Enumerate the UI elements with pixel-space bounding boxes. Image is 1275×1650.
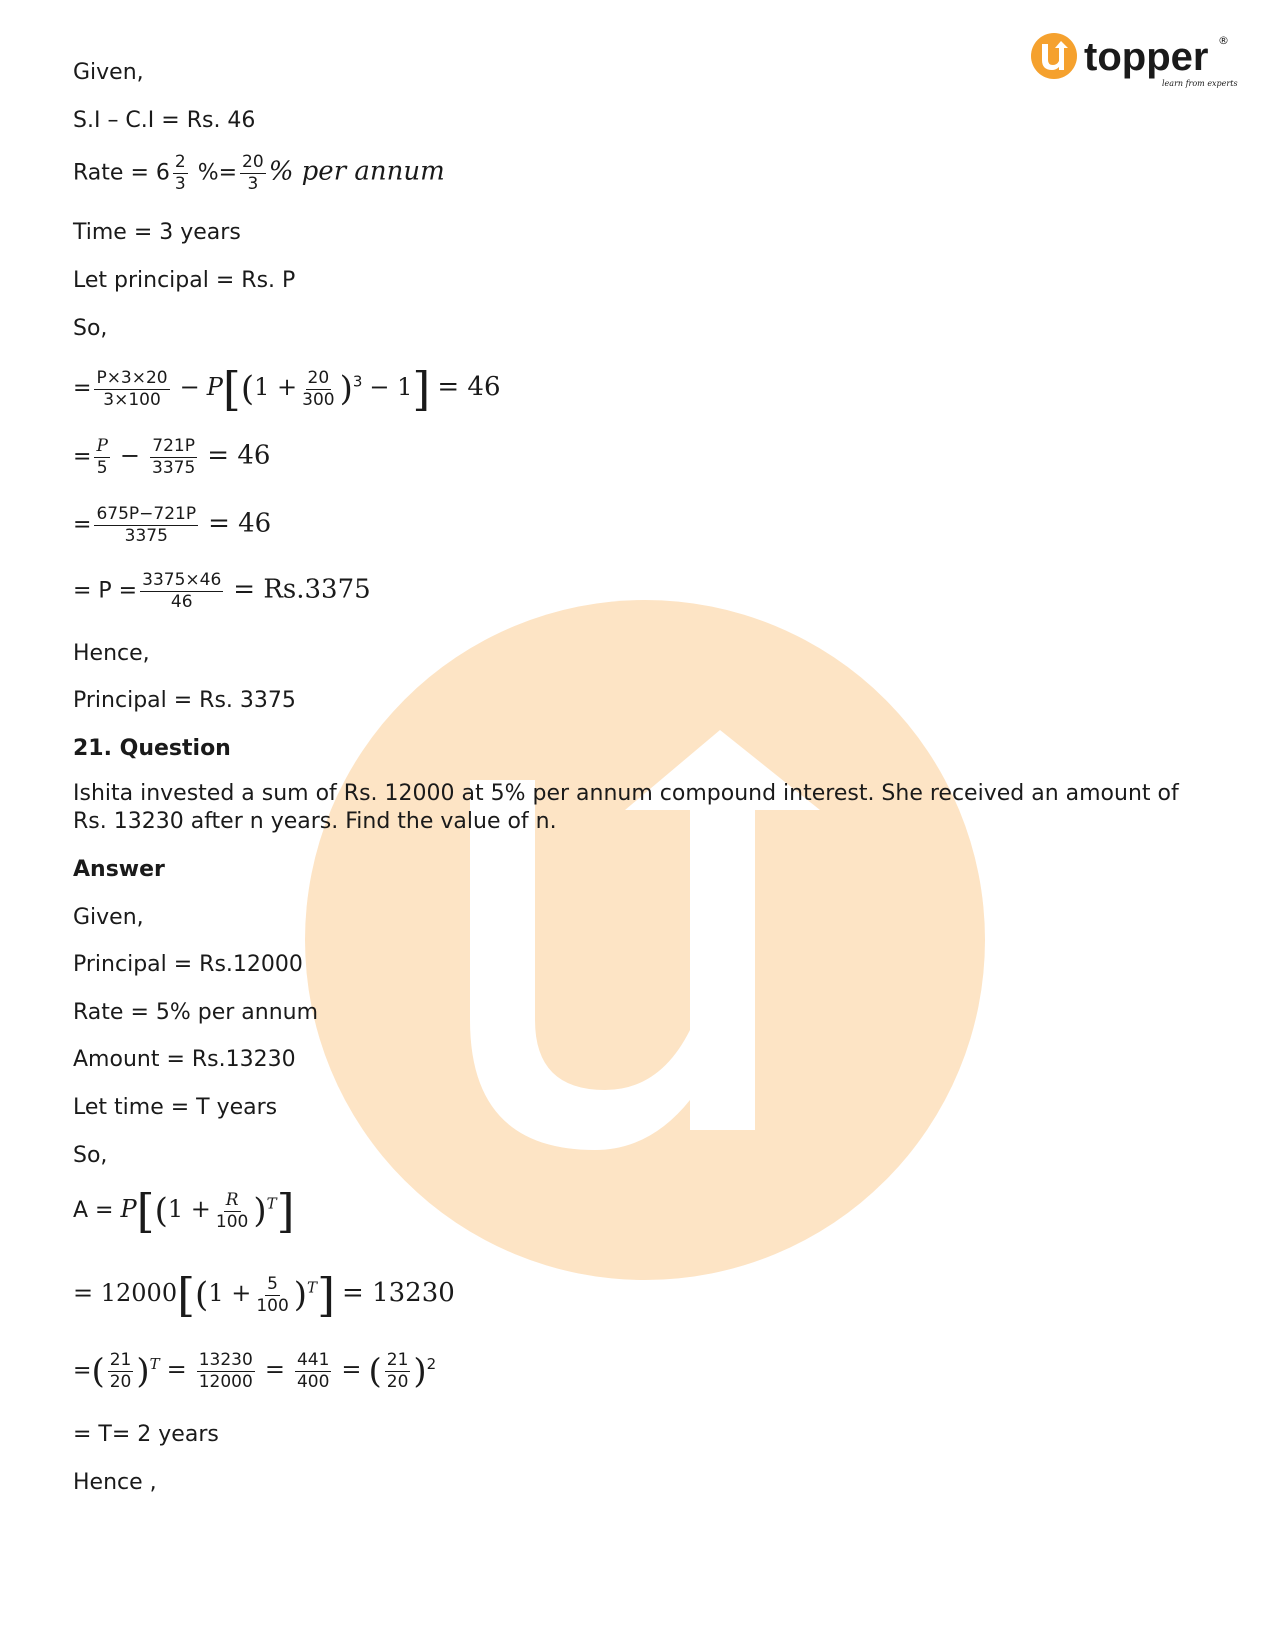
topper-tagline: learn from experts [1162, 79, 1238, 88]
formula-1: A = P[(1 + $\frac{R}{100}$ )$^T$] [73, 1184, 295, 1238]
equation-2: = $\frac{P}{5}$ − $\frac{721P}{3375}$ = 46 [73, 436, 271, 478]
so-label-2: So, [73, 1143, 108, 1168]
f2-fraction: $\frac{5}{100}$ [256, 1273, 289, 1316]
topper-wordmark: topper [1084, 35, 1209, 79]
formula-2: = 12000[(1 + $\frac{5}{100}$ )$^T$] = 13230 [73, 1268, 455, 1322]
si-ci-difference: S.I – C.I = Rs. 46 [73, 108, 256, 133]
eq2-fraction-1: $\frac{P}{5}$ [96, 436, 108, 478]
eq3-fraction: $\frac{675P-721P}{3375}$ [96, 504, 197, 546]
principal-result: Principal = Rs. 3375 [73, 688, 296, 713]
time-let-line: Let time = T years [73, 1095, 278, 1120]
registered-mark: ® [1218, 34, 1229, 47]
eq4-fraction: $\frac{3375\times 46}{46}$ [142, 570, 222, 612]
formula-3: =( $\frac{21}{20}$ )$^T$ = $\frac{13230}{12000}$ = $\frac{441}{400}$ = ( $\frac{21}{20}$ )$^2$ [73, 1350, 437, 1392]
hence-label-1: Hence, [73, 641, 150, 666]
f3-fraction-4: $\frac{21}{20}$ [386, 1350, 409, 1392]
answer-heading: Answer [73, 857, 165, 882]
amount-given: Amount = Rs.13230 [73, 1047, 296, 1072]
rate-line: Rate = 6 $\frac{2}{3}$ %= $\frac{20}{3}$ % per annum [73, 152, 445, 194]
time-line: Time = 3 years [73, 220, 241, 245]
equation-1: = $\frac{P\times 3\times 20}{3\times 100}$ − P[(1 + $\frac{20}{300}$ )$^3$ − 1] = 46 [73, 362, 501, 416]
eq1-inner-fraction: $\frac{20}{300}$ [302, 367, 335, 410]
rate-mixed-fraction: $\frac{2}{3}$ [174, 152, 186, 194]
rate-improper-fraction: $\frac{20}{3}$ [242, 152, 264, 194]
principal-let-line: Let principal = Rs. P [73, 268, 296, 293]
equation-3: = $\frac{675P-721P}{3375}$ = 46 [73, 504, 272, 546]
principal-given: Principal = Rs.12000 [73, 952, 303, 977]
given-label-1: Given, [73, 60, 144, 85]
f1-fraction: $\frac{R}{100}$ [215, 1189, 249, 1232]
topper-logo [1030, 30, 1238, 92]
f3-fraction-3: $\frac{441}{400}$ [296, 1350, 330, 1392]
topper-logo-icon [1030, 30, 1238, 92]
so-label-1: So, [73, 316, 108, 341]
equation-4: = P = $\frac{3375\times 46}{46}$ = Rs.3375 [73, 570, 371, 612]
f3-fraction-2: $\frac{13230}{12000}$ [198, 1350, 253, 1392]
question-heading: 21. Question [73, 736, 231, 761]
f3-fraction-1: $\frac{21}{20}$ [109, 1350, 132, 1392]
hence-label-2: Hence , [73, 1470, 157, 1495]
watermark-logo-icon [305, 600, 985, 1280]
eq1-fraction: $\frac{P\times 3\times 20}{3\times 100}$ [96, 367, 168, 410]
question-text: Ishita invested a sum of Rs. 12000 at 5% per annum compound interest. She received an amount of Rs. 13230 after n years. Find the value of n. [73, 781, 1179, 834]
given-label-2: Given, [73, 905, 144, 930]
t-result: = T= 2 years [73, 1422, 219, 1447]
eq2-fraction-2: $\frac{721P}{3375}$ [152, 436, 196, 478]
rate-given: Rate = 5% per annum [73, 1000, 319, 1025]
